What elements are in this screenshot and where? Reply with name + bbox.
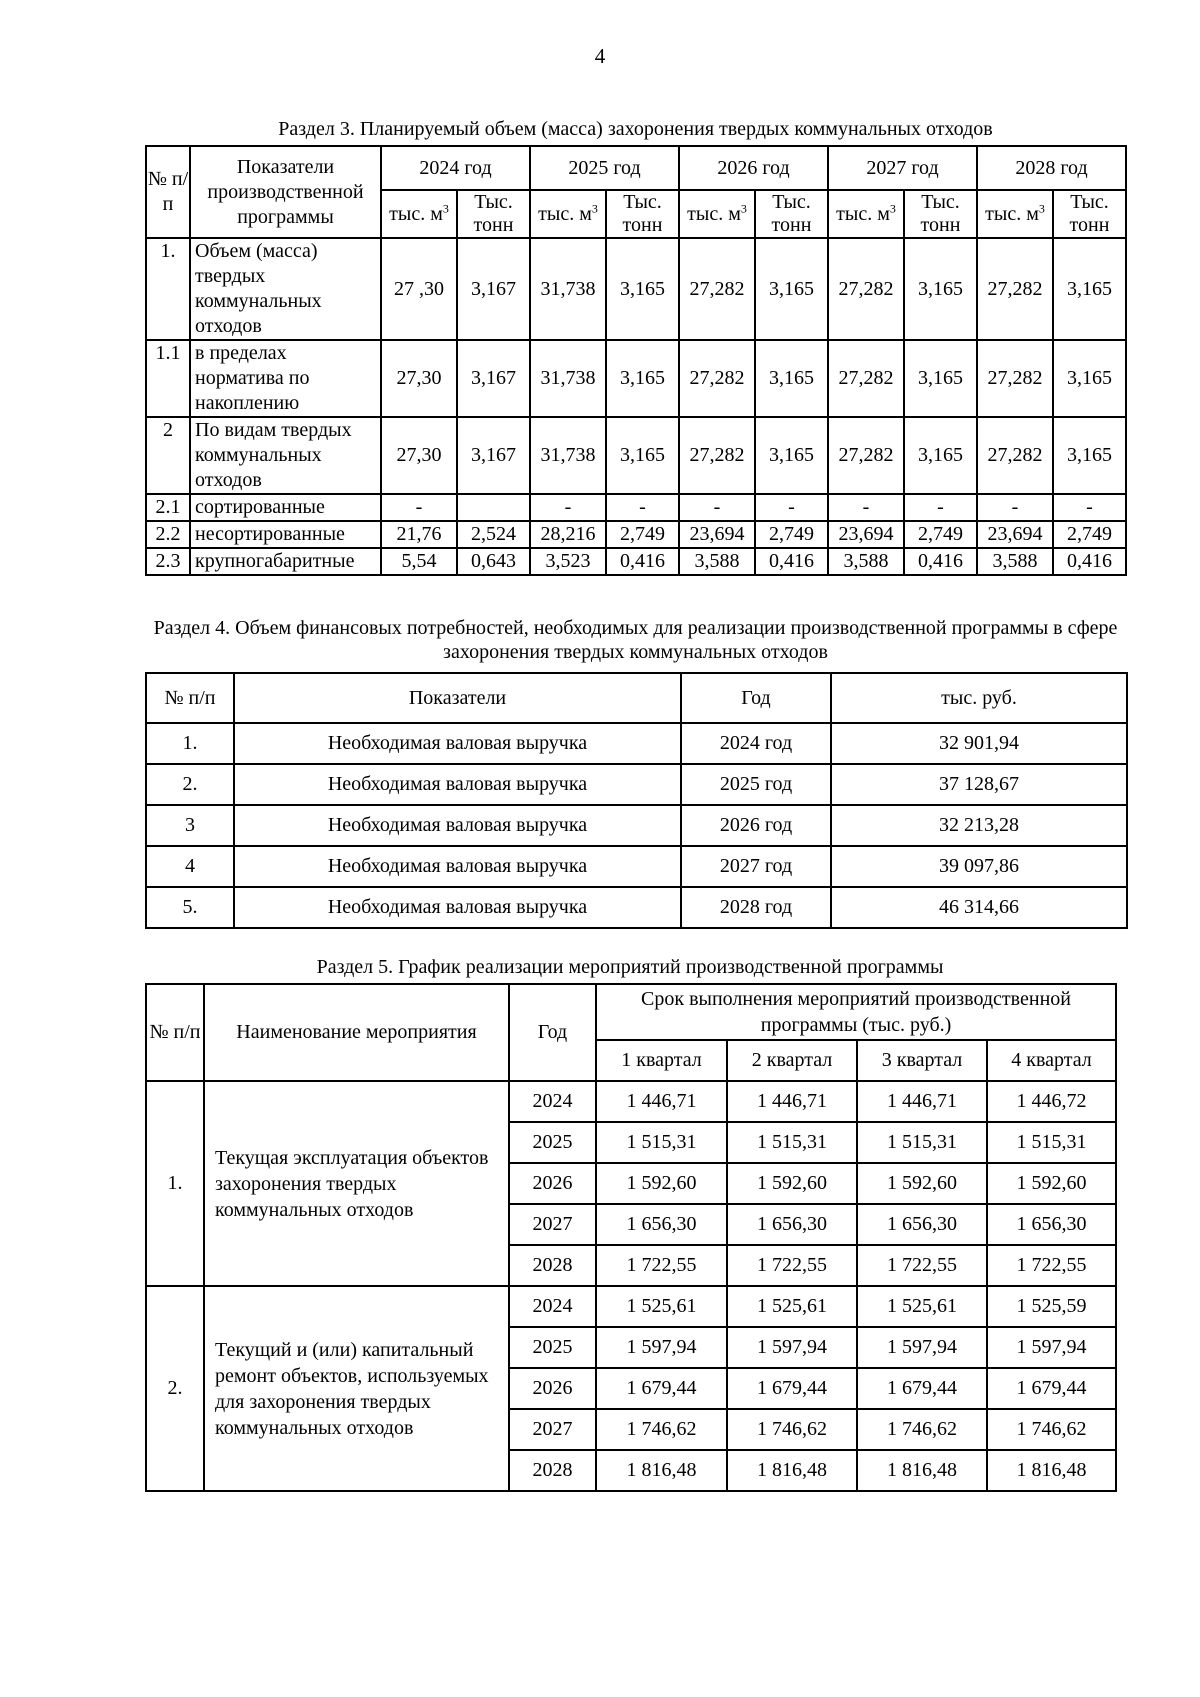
- row-value: 3,165: [606, 340, 679, 417]
- row-value: 21,76: [381, 521, 457, 548]
- row-value: 3,165: [755, 340, 828, 417]
- row-label: Необходимая валовая выручка: [234, 723, 681, 764]
- row-value: -: [828, 494, 904, 521]
- row-value: 3,165: [755, 238, 828, 340]
- unit-m3: [530, 190, 606, 238]
- row-value: 27,282: [679, 340, 755, 417]
- row-value: 37 128,67: [831, 764, 1127, 805]
- row-value: 1 515,31: [596, 1122, 727, 1163]
- header-quarter: 3 квартал: [857, 1040, 987, 1081]
- row-value: 1 515,31: [727, 1122, 857, 1163]
- section5-table: [145, 983, 1117, 1492]
- row-value: 1 597,94: [596, 1327, 727, 1368]
- group-num: 2.: [146, 1286, 204, 1491]
- unit-m3-sup: 3: [889, 200, 896, 215]
- row-value: 1 746,62: [857, 1409, 987, 1450]
- row-value: 3,165: [904, 340, 977, 417]
- row-value: 1 679,44: [857, 1368, 987, 1409]
- unit-tonnes: Тыс. тонн: [904, 190, 977, 238]
- row-value: 27,282: [977, 417, 1053, 494]
- group-name: Текущий и (или) капитальный ремонт объектов, используемых для захоронения твердых коммунальных отходов: [204, 1286, 509, 1491]
- row-value: 3,165: [904, 417, 977, 494]
- table-row: [146, 764, 1127, 805]
- row-num: 1.1: [146, 340, 190, 417]
- row-value: 3,165: [1053, 340, 1126, 417]
- unit-tonnes: Тыс. тонн: [755, 190, 828, 238]
- table-row: [146, 846, 1127, 887]
- row-value: -: [606, 494, 679, 521]
- row-value: 1 446,72: [987, 1081, 1116, 1122]
- row-value: 2,524: [457, 521, 530, 548]
- row-label: Необходимая валовая выручка: [234, 846, 681, 887]
- table-row: [146, 238, 1126, 340]
- unit-tonnes: Тыс. тонн: [457, 190, 530, 238]
- unit-tonnes: Тыс. тонн: [1053, 190, 1126, 238]
- row-label: Объем (масса) твердых коммунальных отходов: [190, 238, 381, 340]
- row-value: 1 446,71: [857, 1081, 987, 1122]
- row-value: 3,588: [828, 548, 904, 575]
- row-year: 2027 год: [681, 846, 831, 887]
- unit-m3-sup: 3: [1038, 200, 1045, 215]
- row-value: 46 314,66: [831, 887, 1127, 928]
- row-label: сортированные: [190, 494, 381, 521]
- header-year: 2025 год: [530, 146, 679, 190]
- unit-m3: [381, 190, 457, 238]
- row-value: 1 816,48: [857, 1450, 987, 1491]
- row-value: 27 ,30: [381, 238, 457, 340]
- row-value: 1 525,61: [596, 1286, 727, 1327]
- row-value: 2,749: [904, 521, 977, 548]
- row-year: 2025: [509, 1122, 596, 1163]
- page-number: 4: [594, 44, 606, 68]
- row-value: 1 722,55: [857, 1245, 987, 1286]
- row-value: 1 656,30: [987, 1204, 1116, 1245]
- group-num: 1.: [146, 1081, 204, 1286]
- row-value: 1 679,44: [596, 1368, 727, 1409]
- header-row: [146, 673, 1127, 723]
- row-year: 2026: [509, 1163, 596, 1204]
- section4-title: Раздел 4. Объем финансовых потребностей, необходимых для реализации производственной программы в сфере захоронения твердых коммунальных отходов: [153, 617, 1118, 663]
- header-cell: Показатели: [234, 673, 681, 723]
- table-row: [146, 723, 1127, 764]
- header-year: 2024 год: [381, 146, 530, 190]
- row-num: 3: [146, 805, 234, 846]
- row-value: 1 515,31: [857, 1122, 987, 1163]
- row-value: 31,738: [530, 238, 606, 340]
- row-value: 39 097,86: [831, 846, 1127, 887]
- header-num: № п/п: [146, 146, 190, 238]
- row-value: 3,167: [457, 238, 530, 340]
- header-year: 2027 год: [828, 146, 977, 190]
- row-value: 31,738: [530, 417, 606, 494]
- row-year: 2027: [509, 1204, 596, 1245]
- header-row: [146, 146, 1126, 190]
- header-quarter: 2 квартал: [727, 1040, 857, 1081]
- unit-m3: [977, 190, 1053, 238]
- row-value: 1 679,44: [987, 1368, 1116, 1409]
- table-row: [146, 521, 1126, 548]
- row-value: 27,282: [828, 417, 904, 494]
- row-value: 1 446,71: [596, 1081, 727, 1122]
- row-num: 2.1: [146, 494, 190, 521]
- row-label: Необходимая валовая выручка: [234, 764, 681, 805]
- row-value: 1 597,94: [727, 1327, 857, 1368]
- row-value: 3,167: [457, 417, 530, 494]
- unit-m3-sup: 3: [740, 200, 747, 215]
- row-value: 1 816,48: [596, 1450, 727, 1491]
- row-num: 1.: [146, 238, 190, 340]
- row-value: 23,694: [828, 521, 904, 548]
- row-label: крупногабаритные: [190, 548, 381, 575]
- header-indicator: Показатели производственной программы: [190, 146, 381, 238]
- row-value: 32 901,94: [831, 723, 1127, 764]
- row-year: 2028: [509, 1450, 596, 1491]
- row-value: 0,643: [457, 548, 530, 575]
- row-value: 27,282: [828, 238, 904, 340]
- row-year: 2028 год: [681, 887, 831, 928]
- header-num: № п/п: [146, 984, 204, 1081]
- row-value: 27,30: [381, 417, 457, 494]
- table-row: [146, 494, 1126, 521]
- row-value: 2,749: [755, 521, 828, 548]
- row-value: 3,165: [606, 238, 679, 340]
- table-row: [146, 805, 1127, 846]
- row-value: 27,282: [679, 238, 755, 340]
- row-label: Необходимая валовая выручка: [234, 805, 681, 846]
- row-value: 2,749: [606, 521, 679, 548]
- row-value: 1 746,62: [596, 1409, 727, 1450]
- row-value: 3,165: [606, 417, 679, 494]
- row-year: 2026 год: [681, 805, 831, 846]
- row-year: 2024: [509, 1081, 596, 1122]
- row-label: Необходимая валовая выручка: [234, 887, 681, 928]
- section5-title: Раздел 5. График реализации мероприятий производственной программы: [316, 956, 944, 978]
- row-value: 1 722,55: [727, 1245, 857, 1286]
- row-value: 23,694: [977, 521, 1053, 548]
- row-value: 0,416: [904, 548, 977, 575]
- row-value: 1 525,61: [857, 1286, 987, 1327]
- row-value: 0,416: [606, 548, 679, 575]
- unit-m3: [828, 190, 904, 238]
- row-value: 1 656,30: [596, 1204, 727, 1245]
- group-name: Текущая эксплуатация объектов захоронения твердых коммунальных отходов: [204, 1081, 509, 1286]
- row-value: 28,216: [530, 521, 606, 548]
- row-year: 2024 год: [681, 723, 831, 764]
- row-num: 4: [146, 846, 234, 887]
- header-year: 2028 год: [977, 146, 1126, 190]
- row-value: 27,282: [977, 340, 1053, 417]
- unit-m3-label: тыс. м: [389, 202, 443, 225]
- row-value: 1 592,60: [596, 1163, 727, 1204]
- row-value: 2,749: [1053, 521, 1126, 548]
- row-year: 2027: [509, 1409, 596, 1450]
- row-num: 2.2: [146, 521, 190, 548]
- section3-table: [145, 145, 1127, 576]
- section4-table: [145, 672, 1128, 929]
- row-value: 3,165: [1053, 238, 1126, 340]
- row-num: 1.: [146, 723, 234, 764]
- row-value: -: [904, 494, 977, 521]
- row-value: 27,282: [828, 340, 904, 417]
- row-value: 1 816,48: [987, 1450, 1116, 1491]
- header-year: 2026 год: [679, 146, 828, 190]
- row-value: 1 592,60: [857, 1163, 987, 1204]
- row-value: 1 597,94: [987, 1327, 1116, 1368]
- row-value: 1 592,60: [727, 1163, 857, 1204]
- row-label: несортированные: [190, 521, 381, 548]
- header-row: [146, 984, 1116, 1040]
- header-year: Год: [509, 984, 596, 1081]
- row-value: 27,282: [679, 417, 755, 494]
- table-row: [146, 548, 1126, 575]
- unit-m3: [679, 190, 755, 238]
- header-cell: тыс. руб.: [831, 673, 1127, 723]
- table-row: [146, 887, 1127, 928]
- unit-m3-label: тыс. м: [836, 202, 890, 225]
- table-row: [146, 417, 1126, 494]
- row-value: 23,694: [679, 521, 755, 548]
- row-value: 3,165: [1053, 417, 1126, 494]
- row-value: 3,588: [679, 548, 755, 575]
- row-num: 5.: [146, 887, 234, 928]
- row-num: 2: [146, 417, 190, 494]
- header-name: Наименование мероприятия: [204, 984, 509, 1081]
- section3-title: Раздел 3. Планируемый объем (масса) захоронения твердых коммунальных отходов: [278, 118, 993, 140]
- header-cell: Год: [681, 673, 831, 723]
- row-value: 1 515,31: [987, 1122, 1116, 1163]
- header-cell: № п/п: [146, 673, 234, 723]
- row-value: -: [530, 494, 606, 521]
- table-row: [146, 1286, 1116, 1327]
- row-year: 2026: [509, 1368, 596, 1409]
- row-value: 1 679,44: [727, 1368, 857, 1409]
- row-value: 1 722,55: [596, 1245, 727, 1286]
- row-year: 2025: [509, 1327, 596, 1368]
- row-value: 1 597,94: [857, 1327, 987, 1368]
- row-year: 2028: [509, 1245, 596, 1286]
- row-value: -: [755, 494, 828, 521]
- row-value: 0,416: [1053, 548, 1126, 575]
- row-value: 3,165: [755, 417, 828, 494]
- unit-m3-sup: 3: [591, 200, 598, 215]
- unit-m3-label: тыс. м: [985, 202, 1039, 225]
- row-value: 1 656,30: [857, 1204, 987, 1245]
- row-value: [457, 494, 530, 521]
- row-value: 1 592,60: [987, 1163, 1116, 1204]
- row-label: По видам твердых коммунальных отходов: [190, 417, 381, 494]
- row-value: 3,588: [977, 548, 1053, 575]
- row-value: 1 525,59: [987, 1286, 1116, 1327]
- row-value: 3,167: [457, 340, 530, 417]
- row-value: 1 446,71: [727, 1081, 857, 1122]
- row-label: в пределах норматива по накоплению: [190, 340, 381, 417]
- header-period: Срок выполнения мероприятий производственной программы (тыс. руб.): [596, 984, 1116, 1040]
- row-year: 2025 год: [681, 764, 831, 805]
- unit-m3-label: тыс. м: [538, 202, 592, 225]
- row-value: 1 746,62: [727, 1409, 857, 1450]
- row-value: 1 816,48: [727, 1450, 857, 1491]
- row-value: 0,416: [755, 548, 828, 575]
- row-year: 2024: [509, 1286, 596, 1327]
- row-value: 27,282: [977, 238, 1053, 340]
- row-num: 2.: [146, 764, 234, 805]
- row-value: 3,165: [904, 238, 977, 340]
- row-value: 32 213,28: [831, 805, 1127, 846]
- row-value: 3,523: [530, 548, 606, 575]
- row-num: 2.3: [146, 548, 190, 575]
- row-value: -: [679, 494, 755, 521]
- row-value: 1 746,62: [987, 1409, 1116, 1450]
- row-value: -: [381, 494, 457, 521]
- row-value: -: [1053, 494, 1126, 521]
- row-value: 31,738: [530, 340, 606, 417]
- header-quarter: 4 квартал: [987, 1040, 1116, 1081]
- table-row: [146, 340, 1126, 417]
- unit-m3-label: тыс. м: [687, 202, 741, 225]
- unit-tonnes: Тыс. тонн: [606, 190, 679, 238]
- table-row: [146, 1081, 1116, 1122]
- unit-m3-sup: 3: [442, 200, 449, 215]
- row-value: 5,54: [381, 548, 457, 575]
- header-quarter: 1 квартал: [596, 1040, 727, 1081]
- row-value: 1 722,55: [987, 1245, 1116, 1286]
- row-value: 27,30: [381, 340, 457, 417]
- row-value: -: [977, 494, 1053, 521]
- row-value: 1 525,61: [727, 1286, 857, 1327]
- row-value: 1 656,30: [727, 1204, 857, 1245]
